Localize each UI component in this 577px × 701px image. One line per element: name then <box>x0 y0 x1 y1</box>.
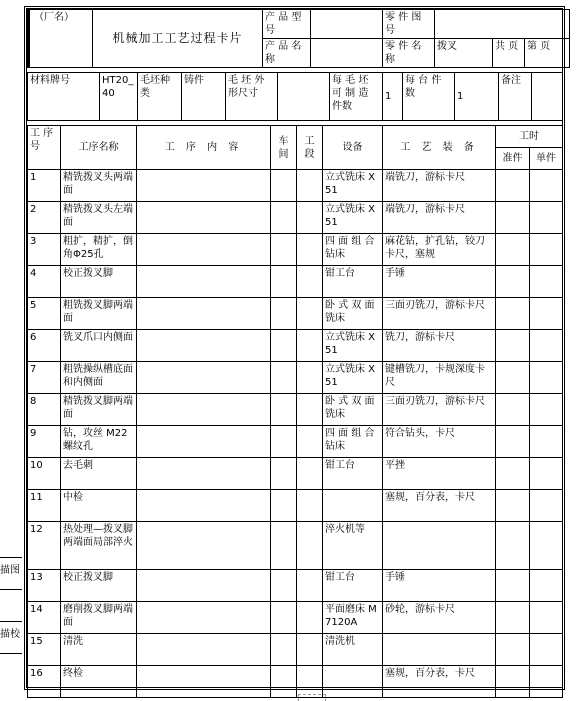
step-name-cell: 去毛刺 <box>61 458 137 490</box>
process-card <box>24 6 565 690</box>
material-label: 材料牌号 <box>28 73 100 121</box>
step-name-cell: 粗铣操纵槽底面和内侧面 <box>61 362 137 394</box>
section-cell <box>297 458 323 490</box>
step-content-cell <box>137 602 271 634</box>
col-man-hours: 工时 <box>496 126 563 148</box>
step-name-cell: 精铣拨叉头两端面 <box>61 170 137 202</box>
prep-time-cell <box>496 330 530 362</box>
step-no-cell: 11 <box>28 490 61 522</box>
product-name-label: 产 品 名 称 <box>263 39 311 68</box>
step-content-cell <box>137 490 271 522</box>
section-cell <box>297 602 323 634</box>
section-cell <box>297 298 323 330</box>
workshop-cell <box>271 330 297 362</box>
table-row <box>28 522 563 570</box>
unit-time-cell <box>530 570 563 602</box>
equipment-cell: 立式铣床 X51 <box>323 202 383 234</box>
prep-time-cell <box>496 234 530 266</box>
equipment-cell: 卧 式 双 面铣床 <box>323 298 383 330</box>
part-drawing-value <box>435 10 570 39</box>
prep-time-cell <box>496 266 530 298</box>
tooling-cell <box>383 634 496 666</box>
step-content-cell <box>137 426 271 458</box>
workshop-cell <box>271 522 297 570</box>
equipment-cell: 平面磨床 M7120A <box>323 602 383 634</box>
tooling-cell: 砂轮，游标卡尺 <box>383 602 496 634</box>
tooling-cell <box>383 522 496 570</box>
side-divider <box>0 653 22 654</box>
equipment-cell <box>323 666 383 698</box>
step-no-cell: 4 <box>28 266 61 298</box>
table-row <box>28 266 563 298</box>
table-row <box>28 666 563 698</box>
section-cell <box>297 490 323 522</box>
prep-time-cell <box>496 170 530 202</box>
tooling-cell: 符合钻头，卡尺 <box>383 426 496 458</box>
table-row <box>28 298 563 330</box>
product-model-label: 产 品 型 号 <box>263 10 311 39</box>
step-name-cell: 钻，攻丝 M22螺纹孔 <box>61 426 137 458</box>
section-cell <box>297 234 323 266</box>
material-info <box>27 72 563 121</box>
section-cell <box>297 522 323 570</box>
equipment-cell: 淬火机等 <box>323 522 383 570</box>
workshop-cell <box>271 170 297 202</box>
workshop-cell <box>271 298 297 330</box>
tooling-cell: 平挫 <box>383 458 496 490</box>
total-pages-label: 共 页 <box>493 39 525 68</box>
equipment-cell: 四 面 组 合钻床 <box>323 426 383 458</box>
step-no-cell: 14 <box>28 602 61 634</box>
remarks-label: 备注 <box>499 73 532 121</box>
step-no-cell: 6 <box>28 330 61 362</box>
prep-time-cell <box>496 570 530 602</box>
tooling-cell: 键槽铣刀，卡规深度卡尺 <box>383 362 496 394</box>
per-unit-label: 每 台 件 数 <box>403 73 455 121</box>
col-tooling: 工 艺 装 备 <box>383 126 496 170</box>
blank-type-value: 铸件 <box>182 73 226 121</box>
table-row <box>28 458 563 490</box>
section-cell <box>297 570 323 602</box>
prep-time-cell <box>496 602 530 634</box>
unit-time-cell <box>530 234 563 266</box>
tooling-cell: 端铣刀，游标卡尺 <box>383 202 496 234</box>
unit-time-cell <box>530 490 563 522</box>
col-equipment: 设备 <box>323 126 383 170</box>
per-blank-label: 每 毛 坯 可 制 造 件数 <box>330 73 383 121</box>
material-value: HT20_40 <box>100 73 138 121</box>
blank-dim-value <box>278 73 330 121</box>
equipment-cell: 立式铣床 X51 <box>323 362 383 394</box>
table-row <box>28 490 563 522</box>
step-no-cell: 10 <box>28 458 61 490</box>
col-workshop: 车 间 <box>271 126 297 170</box>
workshop-cell <box>271 490 297 522</box>
unit-time-cell <box>530 362 563 394</box>
step-name-cell: 粗扩，精扩，倒角Φ25孔 <box>61 234 137 266</box>
section-cell <box>297 266 323 298</box>
equipment-cell: 钳工台 <box>323 570 383 602</box>
equipment-cell: 立式铣床 X51 <box>323 330 383 362</box>
workshop-cell <box>271 570 297 602</box>
step-content-cell <box>137 634 271 666</box>
unit-time-cell <box>530 170 563 202</box>
step-no-cell: 5 <box>28 298 61 330</box>
equipment-cell <box>323 490 383 522</box>
product-model-value <box>311 10 383 39</box>
table-row <box>28 426 563 458</box>
step-name-cell: 铣叉爪口内侧面 <box>61 330 137 362</box>
blank-type-label: 毛坯种类 <box>138 73 182 121</box>
step-no-cell: 8 <box>28 394 61 426</box>
tooling-cell: 塞规，百分表，卡尺 <box>383 666 496 698</box>
tooling-cell: 铣刀，游标卡尺 <box>383 330 496 362</box>
workshop-cell <box>271 634 297 666</box>
unit-time-cell <box>530 458 563 490</box>
table-row <box>28 394 563 426</box>
part-name-value: 拨叉 <box>435 39 493 68</box>
step-name-cell: 终检 <box>61 666 137 698</box>
col-section: 工 段 <box>297 126 323 170</box>
workshop-cell <box>271 202 297 234</box>
col-step-content: 工 序 内 容 <box>137 126 271 170</box>
prep-time-cell <box>496 522 530 570</box>
step-no-cell: 1 <box>28 170 61 202</box>
step-content-cell <box>137 170 271 202</box>
step-no-cell: 7 <box>28 362 61 394</box>
equipment-cell: 卧 式 双 面铣床 <box>323 394 383 426</box>
unit-time-cell <box>530 202 563 234</box>
unit-time-cell <box>530 298 563 330</box>
step-content-cell <box>137 394 271 426</box>
section-cell <box>297 426 323 458</box>
part-name-label: 零 件 名 称 <box>383 39 435 68</box>
step-name-cell: 磨削拨叉脚两端面 <box>61 602 137 634</box>
col-unit-time: 单件 <box>530 148 563 170</box>
step-name-cell: 精铣拨叉脚两端面 <box>61 394 137 426</box>
unit-time-cell <box>530 426 563 458</box>
tooling-cell: 手锤 <box>383 570 496 602</box>
tooling-cell: 三面刃铣刀，游标卡尺 <box>383 298 496 330</box>
table-row <box>28 234 563 266</box>
unit-time-cell <box>530 634 563 666</box>
side-divider <box>0 621 22 622</box>
workshop-cell <box>271 458 297 490</box>
step-no-cell: 3 <box>28 234 61 266</box>
tooling-cell: 手锤 <box>383 266 496 298</box>
unit-time-cell <box>530 330 563 362</box>
prep-time-cell <box>496 490 530 522</box>
section-cell <box>297 362 323 394</box>
step-content-cell <box>137 362 271 394</box>
section-cell <box>297 634 323 666</box>
prep-time-cell <box>496 458 530 490</box>
section-cell <box>297 170 323 202</box>
equipment-cell: 四 面 组 合钻床 <box>323 234 383 266</box>
prep-time-cell <box>496 202 530 234</box>
unit-time-cell <box>530 666 563 698</box>
prep-time-cell <box>496 298 530 330</box>
step-name-cell: 校正拨叉脚 <box>61 570 137 602</box>
workshop-cell <box>271 426 297 458</box>
step-content-cell <box>137 522 271 570</box>
step-no-cell: 9 <box>28 426 61 458</box>
step-name-cell: 中检 <box>61 490 137 522</box>
per-unit-value: 1 <box>455 73 499 121</box>
workshop-cell <box>271 602 297 634</box>
side-divider <box>0 589 22 590</box>
col-step-no: 工 序 号 <box>28 126 61 170</box>
table-row <box>28 634 563 666</box>
tooling-cell: 端铣刀，游标卡尺 <box>383 170 496 202</box>
step-name-cell: 校正拨叉脚 <box>61 266 137 298</box>
remarks-value <box>532 73 563 121</box>
page-label: 第 页 <box>525 39 570 68</box>
workshop-cell <box>271 234 297 266</box>
prep-time-cell <box>496 394 530 426</box>
step-no-cell: 16 <box>28 666 61 698</box>
workshop-cell <box>271 362 297 394</box>
step-name-cell: 热处理—拨叉脚两端面局部淬火 <box>61 522 137 570</box>
equipment-cell: 清洗机 <box>323 634 383 666</box>
side-label-check: 描校 <box>0 629 20 640</box>
step-content-cell <box>137 234 271 266</box>
table-row <box>28 570 563 602</box>
workshop-cell <box>271 266 297 298</box>
workshop-cell <box>271 666 297 698</box>
card-header <box>27 9 570 68</box>
step-content-cell <box>137 266 271 298</box>
equipment-cell: 钳工台 <box>323 266 383 298</box>
tooling-cell: 塞规，百分表，卡尺 <box>383 490 496 522</box>
workshop-cell <box>271 394 297 426</box>
section-cell <box>297 394 323 426</box>
prep-time-cell <box>496 634 530 666</box>
step-no-cell: 15 <box>28 634 61 666</box>
equipment-cell: 立式铣床 X51 <box>323 170 383 202</box>
table-row <box>28 330 563 362</box>
part-drawing-label: 零 件 图 号 <box>383 10 435 39</box>
step-content-cell <box>137 458 271 490</box>
step-name-cell: 清洗 <box>61 634 137 666</box>
section-cell <box>297 202 323 234</box>
step-content-cell <box>137 666 271 698</box>
tooling-cell: 麻花钻，扩孔钻，铰刀卡尺，塞规 <box>383 234 496 266</box>
table-row <box>28 602 563 634</box>
product-name-value <box>311 39 383 68</box>
factory-name: （厂名） <box>29 10 93 68</box>
table-row <box>28 362 563 394</box>
tooling-cell: 三面刃铣刀，游标卡尺 <box>383 394 496 426</box>
step-name-cell: 粗铣拨叉脚两端面 <box>61 298 137 330</box>
col-step-name: 工序名称 <box>61 126 137 170</box>
step-content-cell <box>137 298 271 330</box>
prep-time-cell <box>496 426 530 458</box>
table-row <box>28 202 563 234</box>
col-prep-time: 准件 <box>496 148 530 170</box>
side-label-drawing: 描图 <box>0 565 20 576</box>
step-content-cell <box>137 570 271 602</box>
table-row <box>28 170 563 202</box>
card-title: 机械加工工艺过程卡片 <box>93 10 263 68</box>
step-name-cell: 精铣拨叉头左端面 <box>61 202 137 234</box>
step-content-cell <box>137 202 271 234</box>
process-table <box>27 125 563 698</box>
equipment-cell: 钳工台 <box>323 458 383 490</box>
prep-time-cell <box>496 666 530 698</box>
section-cell <box>297 330 323 362</box>
per-blank-value: 1 <box>383 73 403 121</box>
step-no-cell: 13 <box>28 570 61 602</box>
section-cell <box>297 666 323 698</box>
unit-time-cell <box>530 522 563 570</box>
page-marker <box>298 694 326 701</box>
blank-dim-label: 毛 坯 外 形尺寸 <box>226 73 278 121</box>
step-no-cell: 12 <box>28 522 61 570</box>
unit-time-cell <box>530 602 563 634</box>
prep-time-cell <box>496 362 530 394</box>
side-divider <box>0 557 22 558</box>
unit-time-cell <box>530 394 563 426</box>
step-no-cell: 2 <box>28 202 61 234</box>
step-content-cell <box>137 330 271 362</box>
unit-time-cell <box>530 266 563 298</box>
